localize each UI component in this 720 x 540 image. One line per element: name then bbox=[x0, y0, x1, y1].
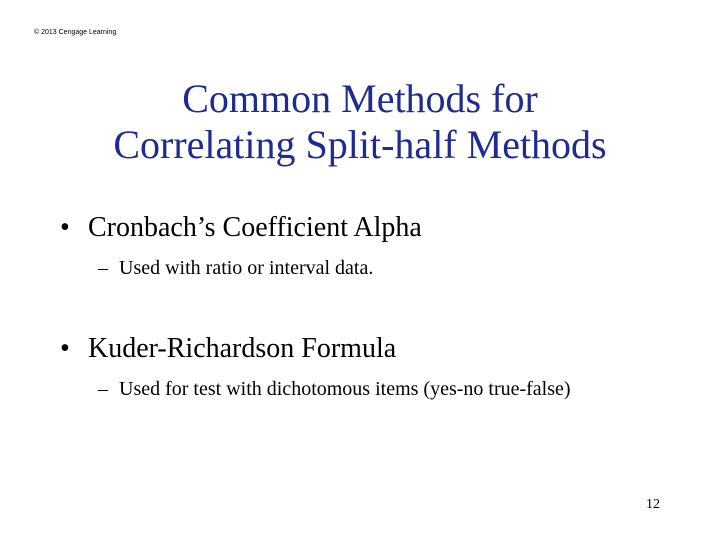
bullet-text: Kuder-Richardson Formula bbox=[88, 333, 397, 364]
sub-bullet-item-cronbach bbox=[98, 256, 373, 280]
sub-bullet-marker: – bbox=[98, 378, 108, 400]
copyright-notice: © 2013 Cengage Learning bbox=[34, 29, 117, 36]
sub-bullet-text: Used with ratio or interval data. bbox=[119, 257, 374, 279]
sub-bullet-text: Used for test with dichotomous items (yes-no true-false) bbox=[119, 378, 571, 400]
bullet-marker: • bbox=[60, 333, 70, 364]
slide-title bbox=[0, 76, 720, 168]
bullet-marker: • bbox=[60, 212, 70, 243]
bullet-item-kuder-richardson bbox=[60, 333, 396, 365]
bullet-item-cronbach bbox=[60, 212, 422, 244]
bullet-text: Cronbach’s Coefficient Alpha bbox=[88, 212, 422, 243]
sub-bullet-marker: – bbox=[98, 257, 108, 279]
page-number: 12 bbox=[646, 497, 660, 512]
sub-bullet-item-kuder-richardson bbox=[98, 377, 571, 401]
slide-title-line-2: Correlating Split-half Methods bbox=[113, 122, 607, 167]
slide-title-line-1: Common Methods for bbox=[182, 76, 538, 121]
